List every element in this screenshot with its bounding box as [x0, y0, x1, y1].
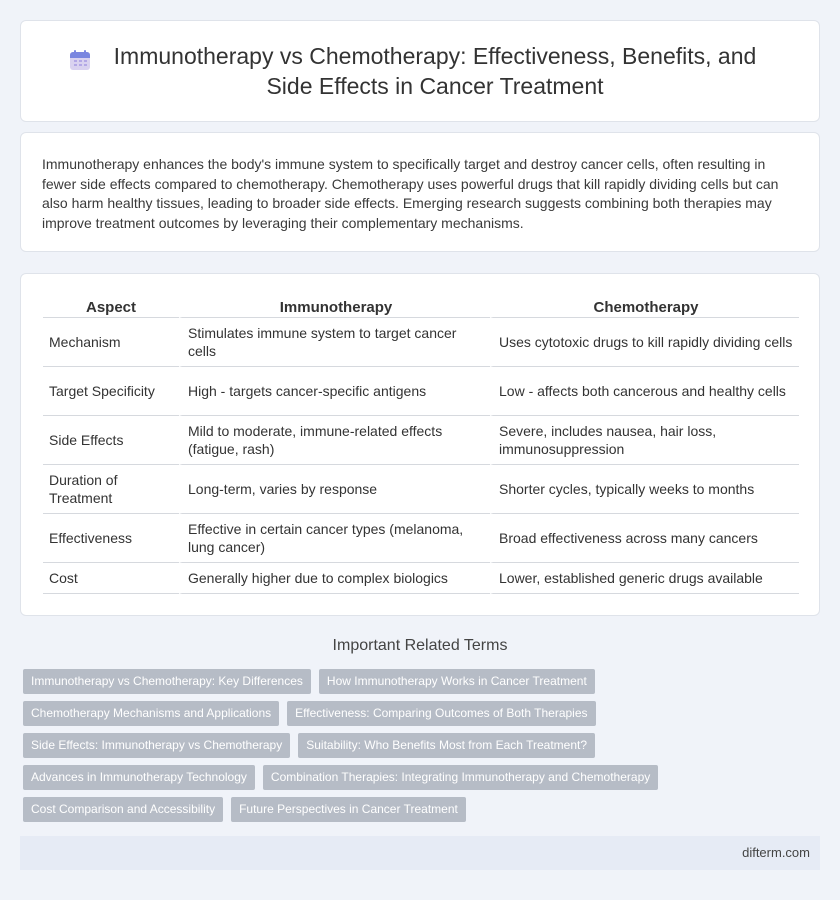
related-terms-list [23, 669, 823, 829]
table-row [43, 416, 799, 465]
cell-chemotherapy: Shorter cycles, typically weeks to months [490, 465, 799, 514]
table-row [43, 563, 799, 594]
site-link[interactable]: difterm.com [742, 845, 810, 860]
cell-immunotherapy: Mild to moderate, immune-related effects (fatigue, rash) [179, 416, 490, 465]
footer [20, 836, 820, 870]
cell-chemotherapy: Severe, includes nausea, hair loss, immunosuppression [490, 416, 799, 465]
cell-immunotherapy: Stimulates immune system to target cancer cells [179, 318, 490, 367]
cell-chemotherapy: Uses cytotoxic drugs to kill rapidly dividing cells [490, 318, 799, 367]
cell-immunotherapy: Long-term, varies by response [179, 465, 490, 514]
table-row [43, 465, 799, 514]
related-term-tag[interactable]: Future Perspectives in Cancer Treatment [231, 797, 466, 822]
title-card [20, 20, 820, 122]
cell-aspect: Side Effects [43, 416, 179, 465]
comparison-table-card [20, 273, 820, 616]
related-term-tag[interactable]: Suitability: Who Benefits Most from Each Treatment? [298, 733, 595, 758]
header-immunotherapy: Immunotherapy [179, 296, 490, 318]
comparison-table [43, 296, 799, 594]
related-term-tag[interactable]: Immunotherapy vs Chemotherapy: Key Differences [23, 669, 311, 694]
cell-immunotherapy: High - targets cancer-specific antigens [179, 367, 490, 416]
header-aspect: Aspect [43, 296, 179, 318]
intro-card [20, 132, 820, 252]
cell-chemotherapy: Lower, established generic drugs available [490, 563, 799, 594]
intro-paragraph: Immunotherapy enhances the body's immune system to specifically target and destroy cancer cells, often resulting in fewer side effects compared to chemotherapy. Chemotherapy uses powerful drugs that kill rapidly dividing cells but can also harm healthy tissues, leading to broader side effects. Emerging research suggests combining both therapies may improve treatment outcomes by leveraging their complementary mechanisms. [42, 156, 779, 231]
related-term-tag[interactable]: Effectiveness: Comparing Outcomes of Both Therapies [287, 701, 595, 726]
related-term-tag[interactable]: Side Effects: Immunotherapy vs Chemotherapy [23, 733, 290, 758]
table-row [43, 367, 799, 416]
cell-immunotherapy: Effective in certain cancer types (melanoma, lung cancer) [179, 514, 490, 563]
cell-aspect: Cost [43, 563, 179, 594]
related-term-tag[interactable]: How Immunotherapy Works in Cancer Treatment [319, 669, 595, 694]
page-title: Immunotherapy vs Chemotherapy: Effectiveness, Benefits, and Side Effects in Cancer Treatment [113, 43, 757, 99]
cell-aspect: Effectiveness [43, 514, 179, 563]
table-row [43, 318, 799, 367]
cell-chemotherapy: Low - affects both cancerous and healthy cells [490, 367, 799, 416]
table-row [43, 514, 799, 563]
related-term-tag[interactable]: Chemotherapy Mechanisms and Applications [23, 701, 279, 726]
header-chemotherapy: Chemotherapy [490, 296, 799, 318]
cell-chemotherapy: Broad effectiveness across many cancers [490, 514, 799, 563]
cell-immunotherapy: Generally higher due to complex biologics [179, 563, 490, 594]
cell-aspect: Target Specificity [43, 367, 179, 416]
related-terms-heading: Important Related Terms [332, 637, 508, 654]
related-term-tag[interactable]: Cost Comparison and Accessibility [23, 797, 223, 822]
cell-aspect: Mechanism [43, 318, 179, 367]
related-term-tag[interactable]: Combination Therapies: Integrating Immunotherapy and Chemotherapy [263, 765, 658, 790]
related-term-tag[interactable]: Advances in Immunotherapy Technology [23, 765, 255, 790]
cell-aspect: Duration of Treatment [43, 465, 179, 514]
